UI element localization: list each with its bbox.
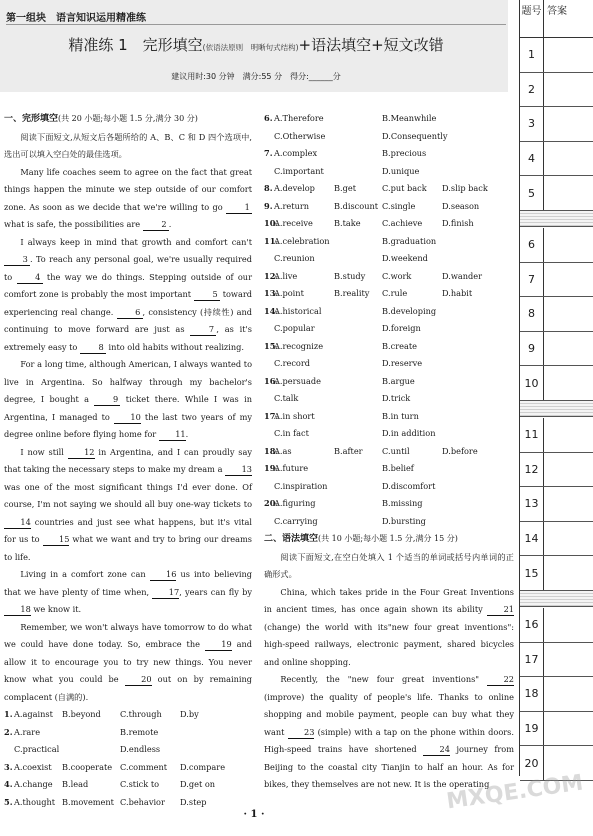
section-grammar-heading: 二、语法填空(共 10 小题;每小题 1.5 分,满分 15 分) [264,534,458,544]
option-choice: B.get [334,183,356,193]
answer-row-number: 11 [520,418,544,452]
blank-23: 23 [288,727,315,739]
cloze-paragraph: Many life coaches seem to agree on the fact that great things happen the minute we step outside of our comfort zone. As soon as we decide that we're willing to go 1 what is safe, the possibilities are 2 . [4,166,252,229]
title-main: 精准练 1 完形填空 [68,36,203,54]
cloze-paragraph: For a long time, although American, I always wanted to live in Argentina. So halfway through my bachelor's degree, I bought a 9 ticket there. While I was in Argentina, I managed to 10 the last two years of my degree online before flying home for 11. [4,359,253,439]
option-choice: A.Therefore [274,113,324,123]
blank-1: 1 [226,202,252,214]
option-choice: B.lead [62,779,89,789]
option-choice: B.after [334,445,363,456]
answer-row [520,176,593,211]
left-column [4,110,252,811]
blank-5: 5 [194,289,220,301]
answer-row-number: 15 [520,556,544,590]
option-number: 20. [264,498,279,508]
answer-row [520,107,593,142]
option-row [264,338,514,356]
option-choice: A.change [14,779,53,789]
option-row [264,478,514,496]
answer-row [520,677,593,712]
option-choice: A.persuade [274,375,321,386]
option-choice: D.unique [382,165,420,176]
option-number: 10. [264,218,279,228]
option-choice: A.receive [274,218,313,228]
answer-row-number: 9 [520,332,544,366]
option-choice: C.stick to [120,779,160,789]
option-number: 13. [264,288,279,298]
option-choice: C.rule [382,288,408,298]
option-number: 11. [264,235,279,246]
option-number: 5. [4,796,13,807]
blank-14: 14 [4,517,31,529]
option-row [264,198,514,216]
answer-row-number: 10 [520,366,544,400]
option-choice: D.before [442,445,478,456]
option-row [264,355,514,373]
option-choice: C.talk [274,393,299,403]
option-number: 3. [4,761,13,772]
answer-row-number: 6 [520,228,544,262]
header-divider [6,24,506,25]
option-choice: B.study [334,270,366,281]
option-choice: A.in short [274,410,315,421]
option-number: 15. [264,340,279,351]
option-row [264,460,514,478]
option-choice: C.achieve [382,218,423,228]
option-choice: A.against [14,709,53,719]
answer-row-number: 7 [520,263,544,297]
blank-4: 4 [17,272,43,284]
option-row [264,145,514,163]
option-row [264,268,514,286]
answer-grid [519,0,593,776]
option-choice: B.missing [382,498,423,508]
option-row [264,513,514,531]
option-choice: B.precious [382,148,427,158]
answer-row-number: 1 [520,38,544,72]
blank-10: 10 [114,412,141,424]
option-choice: B.discount [334,200,379,211]
blank-22: 22 [487,674,514,686]
option-number: 16. [264,375,279,386]
answer-row-number: 19 [520,712,544,746]
watermark: MXQE.COM [444,770,585,815]
option-choice: B.argue [382,375,415,386]
cloze-options-right [264,110,514,530]
option-choice: B.developing [382,305,437,316]
cloze-paragraph: Living in a comfort zone can 16 us into believing that we have plenty of time when, 17, years can fly by 18 we know it. [4,569,252,614]
section-cloze-heading: 一、完形填空(共 20 小题;每小题 1.5 分,满分 30 分) [4,114,198,124]
option-choice: C.practical [14,744,60,754]
option-row [4,706,252,724]
cloze-paragraph: Remember, we won't always have tomorrow to do what we could have done today. So, embrace the 19 and allow it to encourage you to try new things. You never know what you could be 20 out on by remaining complacent (自满的). [4,621,253,702]
option-choice: A.rare [14,726,41,737]
answer-row [520,643,593,678]
answer-row-number: 12 [520,453,544,487]
option-choice: A.return [274,200,310,211]
grid-separator [520,401,593,417]
answer-row-number: 16 [520,608,544,642]
blank-6: 6 [117,307,143,319]
option-choice: A.celebration [274,235,330,246]
blank-19: 19 [205,639,232,651]
answer-row [520,142,593,177]
option-choice: D.Consequently [382,130,448,141]
option-choice: A.complex [274,148,318,158]
option-choice: B.belief [382,463,414,473]
option-choice: B.beyond [62,709,101,719]
option-choice: C.until [382,445,410,456]
answer-row [520,73,593,108]
option-choice: A.as [274,445,292,456]
option-choice: B.reality [334,288,370,298]
cloze-options-left [4,706,252,811]
blank-12: 12 [68,447,95,459]
grammar-paragraph: China, which takes pride in the Four Great Inventions in ancient times, has once again shown its ability 21 (change) the world with its"new four great inventions": high-speed railways, electronic payment, shared bicycles and online shopping. [264,586,514,667]
option-row [264,285,514,303]
option-row [4,741,252,759]
answer-row [520,263,593,298]
option-choice: A.thought [14,796,56,807]
option-row [264,215,514,233]
option-number: 1. [4,709,13,719]
blank-17: 17 [152,587,179,599]
option-row [264,303,514,321]
option-choice: D.in addition [382,428,436,438]
option-choice: D.endless [120,744,161,754]
option-choice: C.through [120,709,162,719]
blank-20: 20 [125,674,152,686]
title-tail: +语法填空+短文改错 [298,36,444,54]
option-choice: D.season [442,200,480,211]
blank-18: 18 [4,604,31,616]
answer-row-number: 4 [520,142,544,176]
option-choice: D.foreign [382,323,421,333]
option-choice: D.reserve [382,358,423,368]
option-row [264,443,514,461]
grid-separator [520,591,593,607]
option-choice: B.take [334,218,361,228]
blank-7: 7 [190,324,216,336]
option-choice: C.single [382,200,416,211]
blank-24: 24 [423,744,450,756]
option-choice: C.inspiration [274,480,328,491]
grammar-passage [264,584,514,794]
option-choice: B.movement [62,796,114,807]
option-choice: A.recognize [274,340,324,351]
option-choice: C.record [274,358,311,368]
option-choice: D.get on [180,779,216,789]
option-choice: D.discomfort [382,480,436,491]
block-label: 第一组块 语言知识运用精准练 [6,13,146,24]
cloze-paragraph: I always keep in mind that growth and comfort can't 3 . To reach any personal goal, we're usually required to 4 the way we do things. Stepping outside of our comfort zone is probably the most important 5 toward experiencing real change. 6 , consistency (持续性) and continuing to move forward are just as 7 , as it's extremely easy to 8 into old habits without realizing. [4,236,253,352]
grammar-paragraph: Recently, the "new four great inventions" 22 (improve) the quality of people's life. Thanks to online shopping and mobile payment, people can buy what they want 23 (simple) with a tap on the phone within doors. High-speed trains have shortened 24 journey from Beijing to the coastal city Tianjin to half an hour. As for bikes, they themselves are not new. It is the operating [264,674,514,789]
option-number: 4. [4,779,13,789]
answer-row [520,297,593,332]
option-choice: C.in fact [274,428,309,438]
title-sub: (依语法原则 明晰句式结构) [202,43,299,52]
answer-row-number: 2 [520,73,544,107]
answer-row-number: 20 [520,746,544,780]
answer-row-number: 8 [520,297,544,331]
blank-15: 15 [43,534,70,546]
option-choice: A.live [274,270,298,281]
option-number: 12. [264,270,279,281]
option-choice: C.reunion [274,253,315,263]
option-number: 18. [264,445,279,456]
option-number: 9. [264,200,273,211]
option-row [264,390,514,408]
option-row [264,180,514,198]
grammar-instructions: 阅读下面短文,在空白处填入 1 个适当的单词或括号内单词的正确形式。 [264,551,514,579]
option-choice: D.weekend [382,253,428,263]
option-choice: D.step [180,796,207,807]
answer-row [520,38,593,73]
option-number: 19. [264,463,279,473]
header-band [0,0,508,92]
answer-row-number: 13 [520,487,544,521]
page-title [6,34,506,55]
answer-row [520,418,593,453]
option-choice: A.point [274,288,304,298]
option-choice: B.cooperate [62,761,113,772]
answer-row [520,332,593,367]
answer-row-number: 18 [520,677,544,711]
question-number-header: 题号 [520,0,544,38]
option-choice: B.graduation [382,235,437,246]
option-choice: D.trick [382,393,411,403]
answer-row [520,487,593,522]
option-choice: C.carrying [274,515,318,526]
option-number: 7. [264,148,273,158]
time-score-line: 建议用时:30 分钟 满分:55 分 得分:______分 [171,72,341,81]
option-row [264,495,514,513]
option-row [264,373,514,391]
option-row [264,233,514,251]
page-number: · 1 · [243,809,265,820]
option-choice: D.finish [442,218,474,228]
option-row [264,163,514,181]
option-choice: C.comment [120,761,168,772]
cloze-instructions: 阅读下面短文,从短文后各题所给的 A、B、C 和 D 四个选项中,选出可以填入空白处的最佳选项。 [4,131,252,159]
right-column [264,110,514,794]
option-row [4,759,252,777]
option-row [264,320,514,338]
option-choice: A.historical [274,305,322,316]
blank-21: 21 [487,604,514,616]
answer-row [520,608,593,643]
option-choice: A.figuring [274,498,316,508]
option-row [4,724,252,742]
option-row [264,250,514,268]
answer-row [520,556,593,591]
option-choice: A.develop [274,183,315,193]
answer-row [520,366,593,401]
answer-grid-header [520,0,593,38]
answer-header: 答案 [547,6,567,17]
grid-separator [520,211,593,227]
option-choice: D.by [180,709,199,719]
option-row [264,425,514,443]
option-choice: D.compare [180,761,226,772]
cloze-paragraph: I now still 12 in Argentina, and I can proudly say that taking the necessary steps to make my dream a 13 was one of the most significant things I'd ever done. Of course, I'm not saying we should all buy one-way tickets to 14 countries and just see what happens, but it's vital for us to 15 what we want and try to bring our dreams to life. [4,446,252,562]
option-choice: C.behavior [120,796,165,807]
blank-11: 11 [159,429,186,441]
option-choice: D.bursting [382,515,426,526]
blank-13: 13 [225,464,252,476]
option-row [264,128,514,146]
option-choice: C.work [382,270,412,281]
option-choice: B.in turn [382,410,419,421]
option-choice: B.create [382,340,417,351]
option-row [4,776,252,794]
option-choice: A.future [274,463,309,473]
option-choice: C.Otherwise [274,130,326,141]
option-number: 8. [264,183,273,193]
option-choice: D.wander [442,270,483,281]
option-choice: B.Meanwhile [382,113,437,123]
option-choice: D.slip back [442,183,488,193]
option-number: 2. [4,726,13,737]
option-choice: C.popular [274,323,315,333]
answer-row [520,453,593,488]
answer-row-number: 14 [520,522,544,556]
answer-row [520,712,593,747]
option-choice: D.habit [442,288,473,298]
blank-2: 2 [143,219,169,231]
blank-3: 3 [4,254,30,266]
option-number: 17. [264,410,279,421]
answer-row-number: 5 [520,176,544,210]
option-row [264,408,514,426]
option-choice: C.important [274,165,324,176]
option-choice: A.coexist [14,761,52,772]
option-row [264,110,514,128]
option-choice: C.put back [382,183,427,193]
answer-row [520,522,593,557]
cloze-passage [4,164,252,707]
option-number: 14. [264,305,279,316]
option-choice: B.remote [120,726,159,737]
answer-row-number: 17 [520,643,544,677]
answer-row-number: 3 [520,107,544,141]
answer-row [520,228,593,263]
option-number: 6. [264,113,273,123]
blank-8: 8 [80,342,106,354]
blank-9: 9 [94,394,120,406]
blank-16: 16 [150,569,177,581]
